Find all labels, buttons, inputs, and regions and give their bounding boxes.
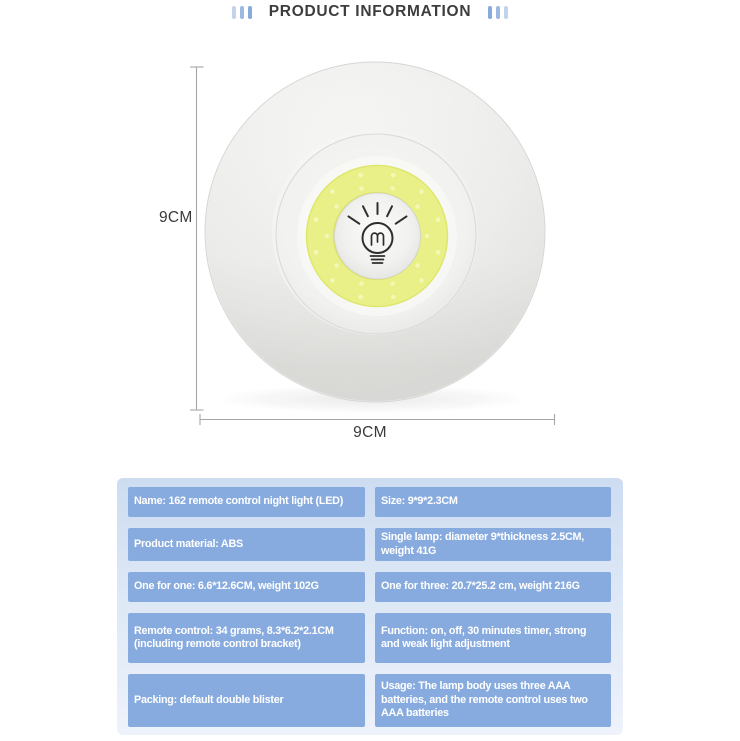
- width-dimension-label: 9CM: [353, 424, 387, 441]
- spec-cell-usage: Usage: The lamp body uses three AAA batteries, and the remote control uses two AAA batteries: [375, 674, 611, 727]
- spec-cell-name: Name: 162 remote control night light (LED): [128, 487, 365, 517]
- spec-cell-function: Function: on, off, 30 minutes timer, strong and weak light adjustment: [375, 613, 611, 663]
- spec-table: [117, 478, 623, 735]
- spec-cell-one-for-one: One for one: 6.6*12.6CM, weight 102G: [128, 572, 365, 602]
- dimension-line-vertical: [190, 67, 204, 410]
- spec-cell-packing: Packing: default double blister: [128, 674, 365, 727]
- spec-cell-size: Size: 9*9*2.3CM: [375, 487, 611, 517]
- spec-cell-one-for-three: One for three: 20.7*25.2 cm, weight 216G: [375, 572, 611, 602]
- spec-cell-remote-control: Remote control: 34 grams, 8.3*6.2*2.1CM (including remote control bracket): [128, 613, 365, 663]
- height-dimension-label: 9CM: [159, 209, 193, 226]
- page-title: PRODUCT INFORMATION: [268, 3, 472, 20]
- spec-cell-material: Product material: ABS: [128, 528, 365, 561]
- spec-cell-single-lamp: Single lamp: diameter 9*thickness 2.5CM, weight 41G: [375, 528, 611, 561]
